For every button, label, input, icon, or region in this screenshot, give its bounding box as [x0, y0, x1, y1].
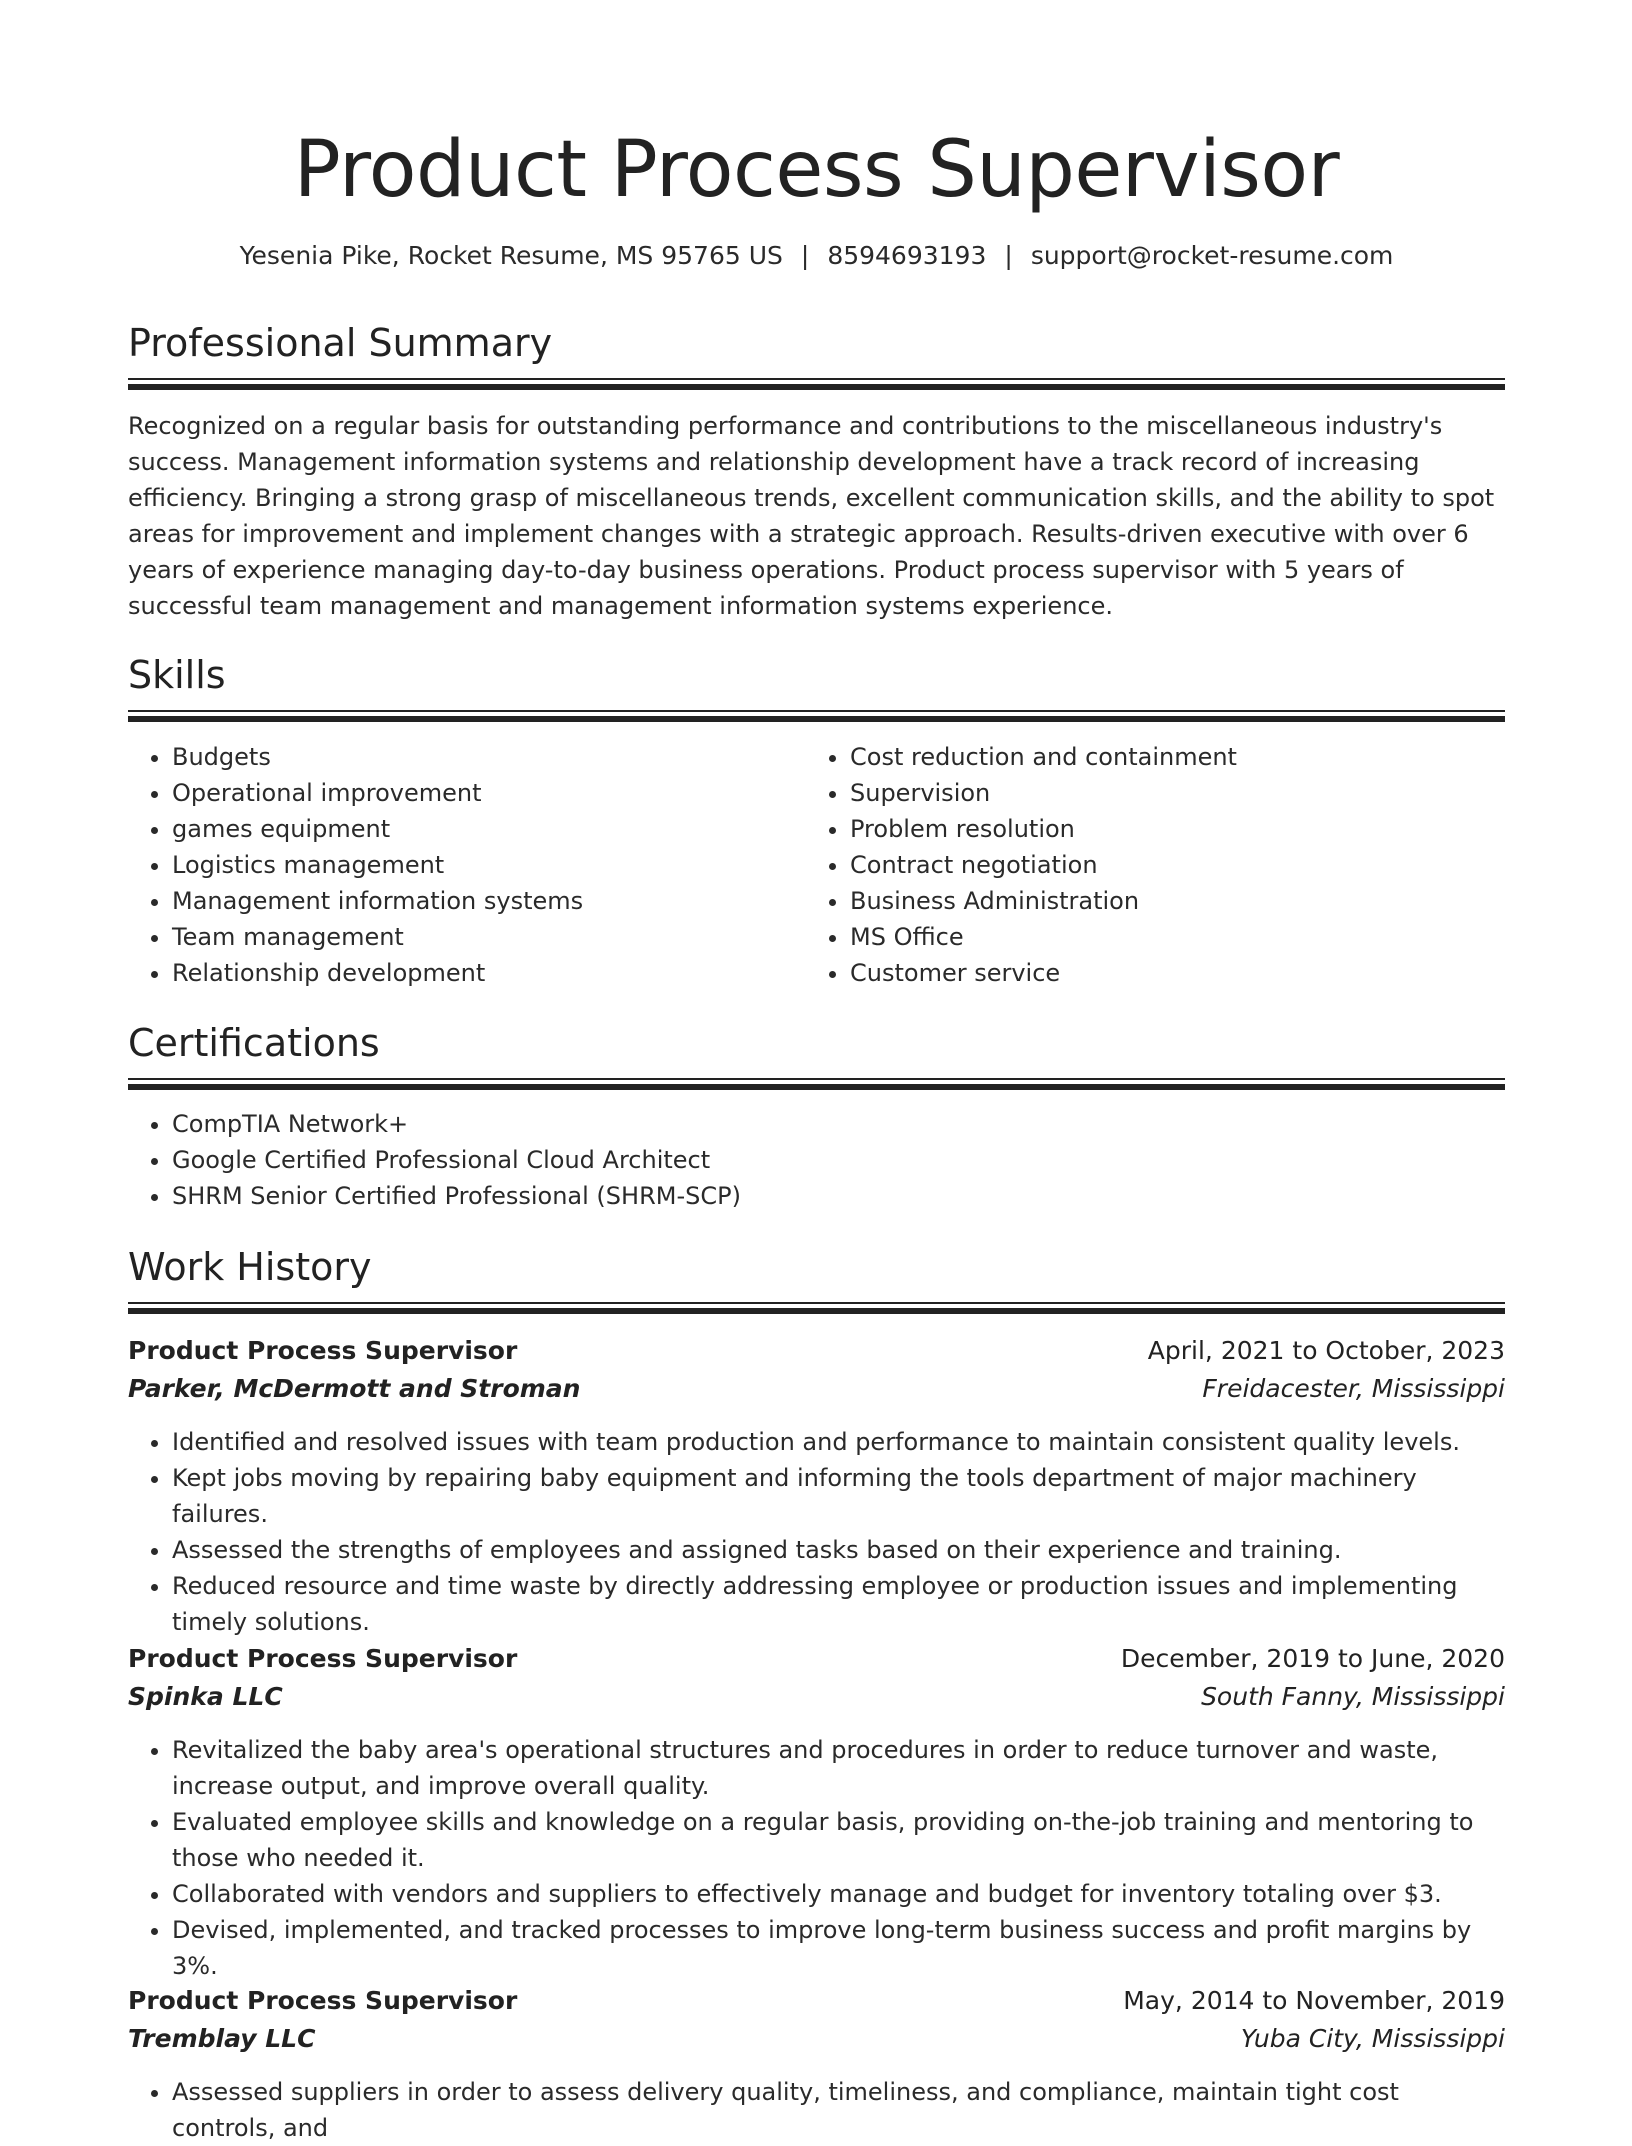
- skills-left-list: [128, 739, 788, 991]
- contact-address: Yesenia Pike, Rocket Resume, MS 95765 US: [239, 241, 783, 270]
- job-company-row: [128, 2020, 1505, 2058]
- job-company: Tremblay LLC: [128, 2024, 316, 2053]
- skill-item: • Customer service: [850, 955, 1466, 991]
- job-bullet: • Revitalized the baby area's operational structures and procedures in order to reduce turnover and waste, increase output, and improve overall quality.: [172, 1732, 1505, 1804]
- job-bullet: • Kept jobs moving by repairing baby equipment and informing the tools department of major machinery failures.: [172, 1460, 1505, 1532]
- job-company-row: [128, 1678, 1505, 1716]
- certifications-heading: Certifications: [128, 1021, 380, 1065]
- job-entry: [128, 1640, 1505, 1984]
- skills-section-header: [128, 650, 1505, 700]
- skill-item: • Logistics management: [172, 847, 788, 883]
- certification-item: • SHRM Senior Certified Professional (SHRM-SCP): [172, 1178, 1505, 1214]
- skills-right-column: [806, 739, 1466, 991]
- summary-section-header: [128, 318, 1505, 368]
- contact-email[interactable]: support@rocket-resume.com: [1030, 241, 1394, 270]
- summary-heading: Professional Summary: [128, 321, 553, 365]
- contact-phone: 8594693193: [827, 241, 987, 270]
- job-dates: December, 2019 to June, 2020: [1120, 1644, 1505, 1673]
- job-title: Product Process Supervisor: [128, 1336, 518, 1365]
- job-bullet: • Assessed the strengths of employees and assigned tasks based on their experience and training.: [172, 1532, 1505, 1568]
- job-dates: May, 2014 to November, 2019: [1123, 1986, 1505, 2015]
- section-divider: [128, 1078, 1505, 1090]
- job-location: South Fanny, Mississippi: [1201, 1682, 1505, 1711]
- skill-item: • MS Office: [850, 919, 1466, 955]
- certification-item: • Google Certified Professional Cloud Architect: [172, 1142, 1505, 1178]
- skill-item: • Contract negotiation: [850, 847, 1466, 883]
- skill-item: • Business Administration: [850, 883, 1466, 919]
- job-header-row: [128, 1332, 1505, 1370]
- job-title: Product Process Supervisor: [128, 1986, 518, 2015]
- skill-item: • games equipment: [172, 811, 788, 847]
- section-divider: [128, 710, 1505, 722]
- skills-left-column: [128, 739, 788, 991]
- job-bullets: [128, 1424, 1505, 1640]
- job-header-row: [128, 1640, 1505, 1678]
- skill-item: • Management information systems: [172, 883, 788, 919]
- job-dates: April, 2021 to October, 2023: [1147, 1336, 1505, 1365]
- skill-item: • Supervision: [850, 775, 1466, 811]
- job-bullets: [128, 1732, 1505, 1984]
- summary-text: Recognized on a regular basis for outstanding performance and contributions to the miscellaneous industry's success. Management information systems and relationship development have a track record of increasing efficiency. Bringing a strong grasp of miscellaneous trends, excellent communication skills, and the ability to spot areas for improvement and implement changes with a strategic approach. Results-driven executive with over 6 years of experience managing day-to-day business operations. Product process supervisor with 5 years of successful team management and management information systems experience.: [128, 412, 1495, 620]
- page-title: Product Process Supervisor: [293, 125, 1340, 215]
- job-entry: [128, 1982, 1505, 2146]
- skills-heading: Skills: [128, 653, 226, 697]
- job-bullet: • Assessed suppliers in order to assess delivery quality, timeliness, and compliance, maintain tight cost controls, and: [172, 2074, 1505, 2146]
- job-location: Freidacester, Mississippi: [1202, 1374, 1505, 1403]
- certifications-section-header: [128, 1018, 1505, 1068]
- certifications-list: [128, 1106, 1505, 1214]
- certifications-list-wrap: [128, 1106, 1505, 1214]
- job-company-row: [128, 1370, 1505, 1408]
- job-bullet: • Evaluated employee skills and knowledge on a regular basis, providing on-the-job training and mentoring to those who needed it.: [172, 1804, 1505, 1876]
- skill-item: • Team management: [172, 919, 788, 955]
- skill-item: • Problem resolution: [850, 811, 1466, 847]
- skill-item: • Relationship development: [172, 955, 788, 991]
- job-bullet: • Devised, implemented, and tracked processes to improve long-term business success and profit margins by 3%.: [172, 1912, 1505, 1984]
- job-entry: [128, 1332, 1505, 1640]
- skill-item: • Operational improvement: [172, 775, 788, 811]
- job-header-row: [128, 1982, 1505, 2020]
- job-bullet: • Identified and resolved issues with team production and performance to maintain consistent quality levels.: [172, 1424, 1505, 1460]
- certification-item: • CompTIA Network+: [172, 1106, 1505, 1142]
- skills-right-list: [806, 739, 1466, 991]
- contact-line: [128, 238, 1505, 274]
- skill-item: • Budgets: [172, 739, 788, 775]
- work-history-heading: Work History: [128, 1245, 372, 1289]
- job-company: Spinka LLC: [128, 1682, 283, 1711]
- job-location: Yuba City, Mississippi: [1240, 2024, 1505, 2053]
- job-bullets: [128, 2074, 1505, 2146]
- work-history-section-header: [128, 1242, 1505, 1292]
- section-divider: [128, 1302, 1505, 1314]
- job-bullet: • Collaborated with vendors and suppliers to effectively manage and budget for inventory totaling over $3.: [172, 1876, 1505, 1912]
- section-divider: [128, 378, 1505, 390]
- contact-separator: |: [1004, 241, 1013, 270]
- skill-item: • Cost reduction and containment: [850, 739, 1466, 775]
- contact-separator: |: [800, 241, 810, 270]
- job-company: Parker, McDermott and Stroman: [128, 1374, 581, 1403]
- job-bullet: • Reduced resource and time waste by directly addressing employee or production issues and implementing timely solutions.: [172, 1568, 1505, 1640]
- job-title: Product Process Supervisor: [128, 1644, 518, 1673]
